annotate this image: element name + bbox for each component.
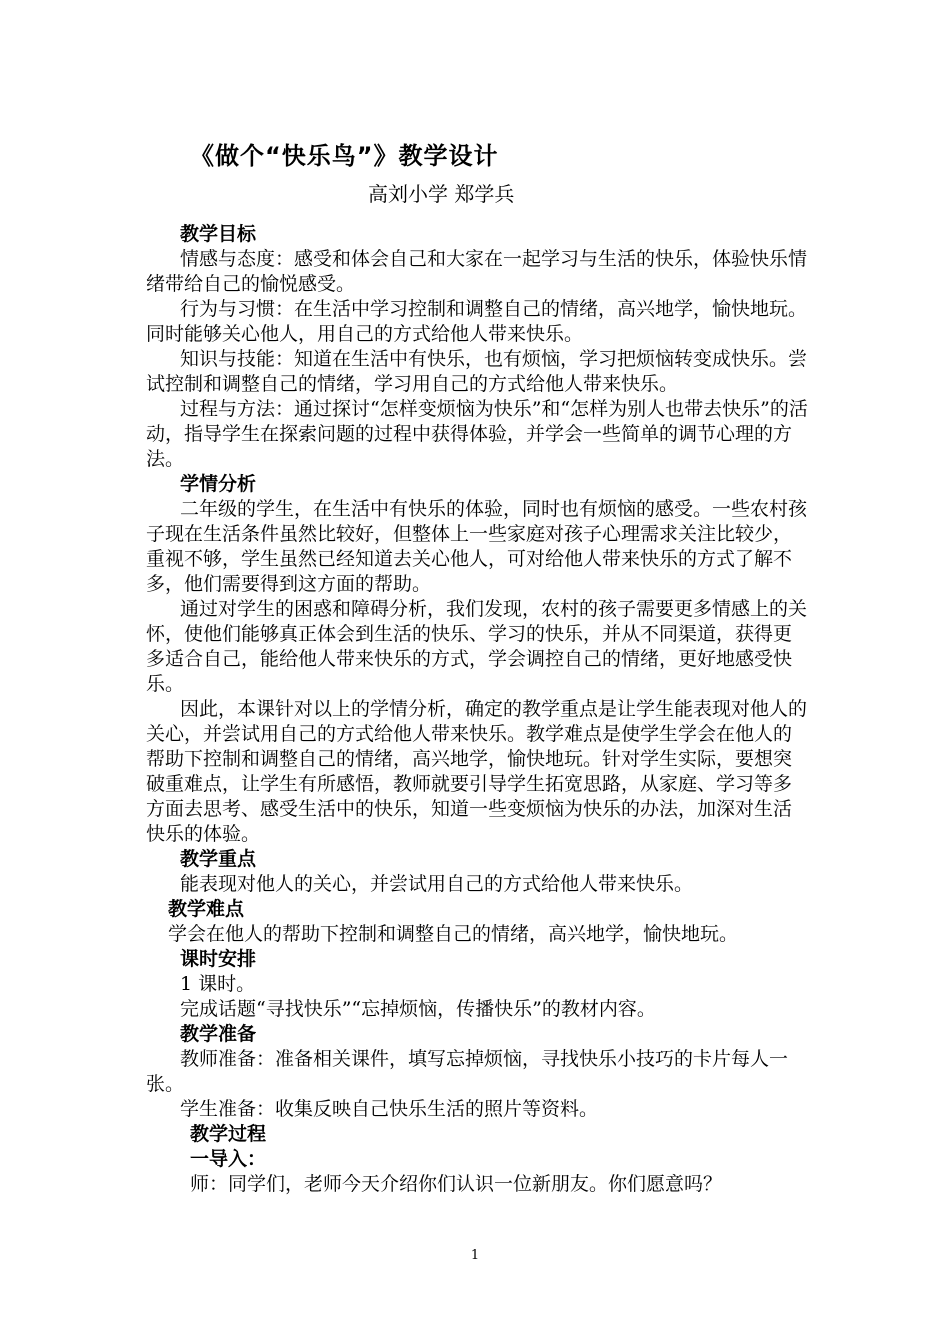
document-body [146, 222, 810, 1197]
paragraph: 二年级的学生，在生活中有快乐的体验，同时也有烦恼的感受。一些农村孩子现在生活条件虽然比较好，但整体上一些家庭对孩子心理需求关注比较少，重视不够，学生虽然已经知道去关心他人，可对给他人带来快乐的方式了解不多，他们需要得到这方面的帮助。 [146, 498, 808, 595]
paragraph: 过程与方法：通过探讨“怎样变烦恼为快乐”和“怎样为别人也带去快乐”的活动，指导学生在探索问题的过程中获得体验，并学会一些简单的调节心理的方法。 [146, 398, 808, 470]
paragraph: 学会在他人的帮助下控制和调整自己的情绪，高兴地学，愉快地玩。 [168, 923, 739, 945]
subsection-heading-intro: 一导入： [190, 1148, 267, 1170]
paragraph: 因此，本课针对以上的学情分析，确定的教学重点是让学生能表现对他人的关心，并尝试用自己的方式给他人带来快乐。教学难点是使学生学会在他人的帮助下控制和调整自己的情绪，高兴地学，愉快地玩。针对学生实际，要想突破重难点，让学生有所感悟，教师就要引导学生拓宽思路，从家庭、学习等多方面去思考、感受生活中的快乐，知道一些变烦恼为快乐的办法，加深对生活快乐的体验。 [146, 698, 808, 845]
paragraph: 行为与习惯：在生活中学习控制和调整自己的情绪，高兴地学，愉快地玩。同时能够关心他人，用自己的方式给他人带来快乐。 [146, 298, 808, 345]
section-heading-goals: 教学目标 [180, 223, 257, 245]
section-heading-prep: 教学准备 [180, 1023, 257, 1045]
author-line: 高刘小学 郑学兵 [368, 182, 515, 206]
document-title: 《做个“快乐鸟”》教学设计 [190, 142, 499, 170]
paragraph: 完成话题“寻找快乐”“忘掉烦恼，传播快乐”的教材内容。 [180, 998, 656, 1020]
section-heading-process: 教学过程 [190, 1123, 267, 1145]
paragraph: 能表现对他人的关心，并尝试用自己的方式给他人带来快乐。 [180, 873, 694, 895]
paragraph: 情感与态度：感受和体会自己和大家在一起学习与生活的快乐，体验快乐情绪带给自己的愉悦感受。 [146, 248, 808, 295]
paragraph: 通过对学生的困惑和障碍分析，我们发现，农村的孩子需要更多情感上的关怀，使他们能够真正体会到生活的快乐、学习的快乐，并从不同渠道，获得更多适合自己，能给他人带来快乐的方式，学会调控自己的情绪，更好地感受快乐。 [146, 598, 808, 695]
paragraph: 学生准备：收集反映自己快乐生活的照片等资料。 [180, 1098, 599, 1120]
paragraph: 1 课时。 [180, 973, 256, 995]
paragraph: 师：同学们，老师今天介绍你们认识一位新朋友。你们愿意吗？ [190, 1173, 723, 1195]
paragraph: 知识与技能：知道在生活中有快乐，也有烦恼，学习把烦恼转变成快乐。尝试控制和调整自己的情绪，学习用自己的方式给他人带来快乐。 [146, 348, 808, 395]
section-heading-schedule: 课时安排 [180, 948, 257, 970]
section-heading-difficulty: 教学难点 [168, 898, 245, 920]
paragraph: 教师准备：准备相关课件，填写忘掉烦恼，寻找快乐小技巧的卡片每人一张。 [146, 1048, 789, 1095]
section-heading-analysis: 学情分析 [180, 473, 257, 495]
page-number: 1 [470, 1248, 480, 1263]
section-heading-key: 教学重点 [180, 848, 257, 870]
